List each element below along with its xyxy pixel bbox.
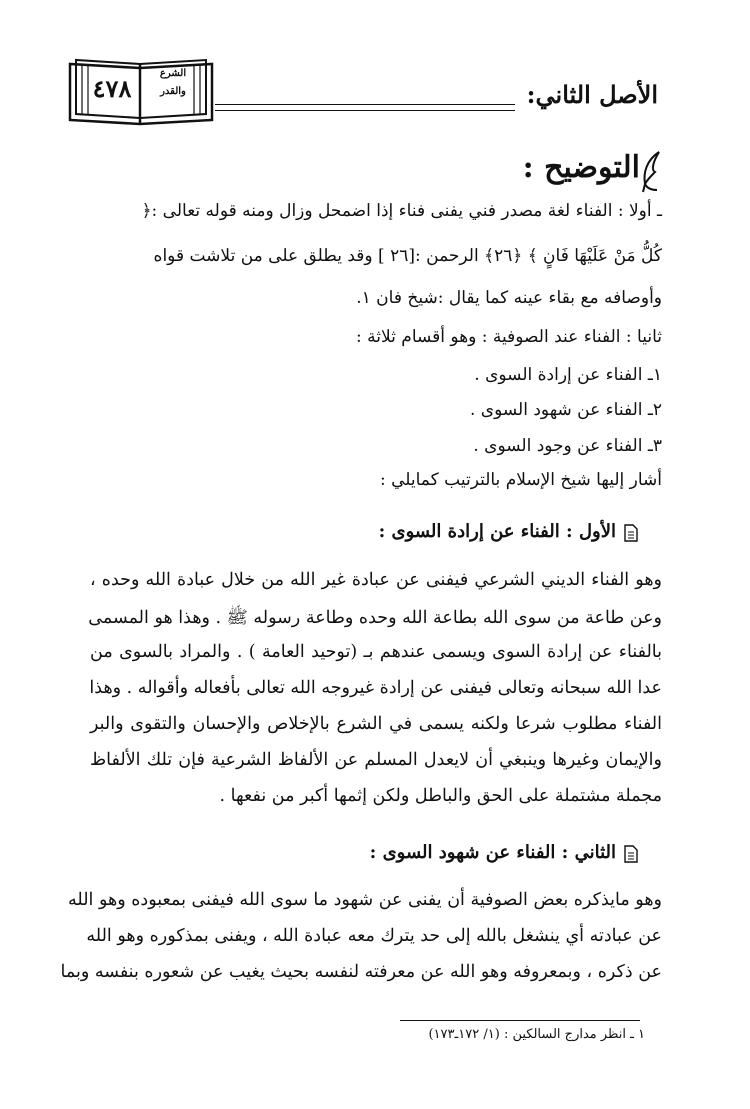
text-line: وعن طاعة من سوى الله بطاعة الله وحده وطاعة رسوله ﷺ . وهذا هو المسمى	[88, 608, 662, 628]
header-divider	[215, 104, 515, 105]
section-title: التوضيح :	[522, 150, 640, 185]
text-line: وهو الفناء الديني الشرعي فيفنى عن عبادة غير الله من خلال عبادة الله وحده ،	[90, 570, 662, 590]
text-line: عن عبادته أي ينشغل بالله إلى حد يترك معه عبادة الله ، ويفنى بمذكوره وهو الله	[86, 926, 662, 946]
text-line: كُلُّ مَنْ عَلَيْهَا فَانٍ ﴾ ﴿٢٦﴾ الرحمن :[٢٦ ] وقد يطلق على من تلاشت قواه	[153, 246, 662, 266]
header-divider	[215, 110, 515, 111]
chapter-title: الأصل الثاني:	[526, 80, 658, 109]
text-line: وهو مايذكره بعض الصوفية أن يفنى عن شهود ما سوى الله فيفنى بمعبوده وهو الله	[68, 890, 662, 910]
list-item: ٢ـ الفناء عن شهود السوى .	[469, 400, 662, 420]
list-item: ٣ـ الفناء عن وجود السوى .	[473, 436, 662, 456]
footnote-divider	[400, 1020, 640, 1021]
text-line: بالفناء عن إرادة السوى ويسمى عندهم بـ (توحيد العامة ) . والمراد بالسوى من	[90, 642, 662, 662]
text-line: والإيمان وغيرها وينبغي أن لايعدل المسلم عن الألفاظ الشرعية فإن تلك الألفاظ	[90, 750, 662, 770]
subsection-heading: الثاني : الفناء عن شهود السوى :	[369, 842, 616, 863]
page-number: ٤٧٨	[92, 74, 132, 103]
book-label: الشرع	[159, 68, 187, 79]
text-line: أشار إليها شيخ الإسلام بالترتيب كمايلي :	[379, 470, 662, 490]
text-line: عن ذكره ، وبمعروفه وهو الله عن معرفته لنفسه بحيث يغيب عن شعوره بنفسه وبما	[60, 962, 662, 982]
text-line: ـ أولا : الفناء لغة مصدر فني يفنى فناء إذا اضمحل وزال ومنه قوله تعالى :﴿	[141, 201, 662, 221]
document-icon	[624, 845, 638, 863]
text-line: وأوصافه مع بقاء عينه كما يقال :شيخ فان ١.	[356, 288, 662, 308]
footnote: ١ ـ انظر مدارج السالكين : (١/ ١٧٢ـ١٧٣)	[428, 1027, 645, 1042]
book-label: والقدر	[160, 86, 186, 97]
text-line: الفناء مطلوب شرعا ولكنه يسمى في الشرع بالإخلاص والإحسان والتقوى والبر	[90, 714, 662, 734]
subsection-heading: الأول : الفناء عن إرادة السوى :	[378, 521, 616, 542]
list-item: ١ـ الفناء عن إرادة السوى .	[474, 365, 662, 385]
text-line: ثانيا : الفناء عند الصوفية : وهو أقسام ثلاثة :	[356, 327, 662, 347]
text-line: عدا الله سبحانه وتعالى فيفنى عن إرادة غيروجه الله تعالى بأفعاله وأقواله . وهذا	[89, 678, 662, 698]
quill-icon	[637, 150, 665, 194]
document-icon	[624, 524, 638, 542]
text-line: مجملة مشتملة على الحق والباطل ولكن إثمها أكبر من نفعها .	[219, 786, 662, 806]
